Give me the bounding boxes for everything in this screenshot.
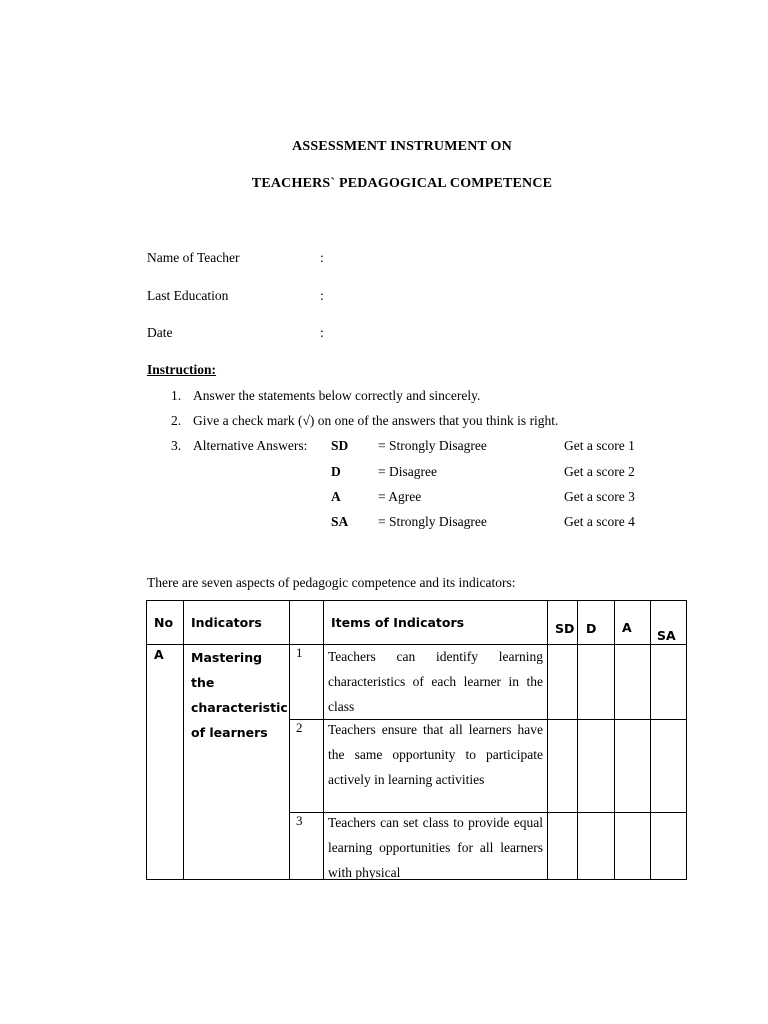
field-label-date: Date — [147, 325, 173, 340]
document-title-line-2: TEACHERS` PEDAGOGICAL COMPETENCE — [251, 176, 553, 191]
field-label-name-of-teacher: Name of Teacher — [147, 250, 240, 265]
list-number: 1. — [171, 388, 182, 403]
field-label-last-education: Last Education — [147, 288, 229, 303]
header-indicators-label: Indicators — [191, 615, 262, 630]
score-cell-sd[interactable] — [548, 645, 578, 720]
alternative-score: Get a score 3 — [564, 489, 635, 504]
item-number: 2 — [296, 720, 303, 735]
item-number: 1 — [296, 645, 303, 660]
alternative-meaning: = Strongly Disagree — [378, 514, 487, 529]
header-a-label: A — [622, 620, 632, 635]
competence-table — [146, 600, 687, 880]
item-number-cell — [290, 645, 324, 720]
alternative-code: SA — [331, 514, 349, 529]
header-d-label: D — [586, 621, 597, 636]
aspect-code: A — [154, 647, 164, 662]
document-title-line-1: ASSESSMENT INSTRUMENT ON — [292, 139, 512, 154]
alternative-meaning: = Strongly Disagree — [378, 438, 487, 453]
table-header-row — [147, 601, 687, 645]
alternative-code: A — [331, 489, 341, 504]
list-number: 2. — [171, 413, 182, 428]
header-no — [147, 601, 184, 645]
alternative-score: Get a score 1 — [564, 438, 635, 453]
score-cell-d[interactable] — [578, 720, 615, 813]
score-cell-sa[interactable] — [651, 645, 687, 720]
item-text-cell — [324, 720, 548, 813]
instruction-item-text: Give a check mark (√) on one of the answers that you think is right. — [193, 413, 559, 428]
item-number-cell — [290, 813, 324, 880]
instruction-item-text: Answer the statements below correctly and sincerely. — [193, 388, 481, 403]
field-colon: : — [320, 288, 324, 303]
aspect-name: Mastering the characteristic of learners — [191, 650, 288, 740]
score-cell-a[interactable] — [615, 720, 651, 813]
item-text: Teachers can identify learning characteristics of each learner in the class — [328, 649, 543, 714]
item-text: Teachers ensure that all learners have the same opportunity to participate actively in learning activities — [328, 722, 543, 787]
instruction-heading: Instruction: — [147, 362, 217, 377]
header-items — [324, 601, 548, 645]
instruction-item-text: Alternative Answers: — [193, 438, 308, 453]
alternative-code: D — [331, 464, 341, 479]
header-a — [615, 601, 651, 645]
score-cell-sa[interactable] — [651, 720, 687, 813]
header-sd-label: SD — [555, 621, 575, 636]
header-d — [578, 601, 615, 645]
score-cell-sa[interactable] — [651, 813, 687, 880]
list-number: 3. — [171, 438, 182, 453]
score-cell-a[interactable] — [615, 813, 651, 880]
header-items-label: Items of Indicators — [331, 615, 465, 630]
aspect-code-cell — [147, 645, 184, 880]
header-indicators — [184, 601, 290, 645]
field-colon: : — [320, 325, 324, 340]
field-colon: : — [320, 250, 324, 265]
header-blank — [290, 601, 324, 645]
alternative-score: Get a score 2 — [564, 464, 635, 479]
header-blank-label — [290, 601, 323, 615]
table-row — [147, 645, 687, 720]
header-sd — [548, 601, 578, 645]
item-text: Teachers can set class to provide equal learning opportunities for all learners with physical — [328, 815, 543, 879]
alternative-meaning: = Agree — [378, 489, 422, 504]
score-cell-sd[interactable] — [548, 720, 578, 813]
item-number-cell — [290, 720, 324, 813]
item-number: 3 — [296, 813, 303, 828]
header-sa-label: SA — [657, 628, 676, 643]
score-cell-sd[interactable] — [548, 813, 578, 880]
intro-paragraph: There are seven aspects of pedagogic competence and its indicators: — [147, 575, 516, 590]
item-text-cell — [324, 645, 548, 720]
score-cell-a[interactable] — [615, 645, 651, 720]
item-text-cell — [324, 813, 548, 880]
header-no-label: No — [154, 615, 174, 630]
score-cell-d[interactable] — [578, 813, 615, 880]
alternative-code: SD — [331, 438, 349, 453]
alternative-score: Get a score 4 — [564, 514, 635, 529]
aspect-name-cell — [184, 645, 290, 880]
score-cell-d[interactable] — [578, 645, 615, 720]
header-sa — [651, 601, 687, 645]
alternative-meaning: = Disagree — [378, 464, 437, 479]
